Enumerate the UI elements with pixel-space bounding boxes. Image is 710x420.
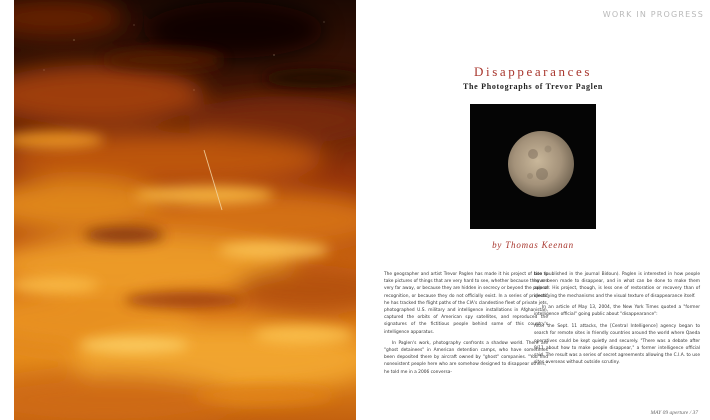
sky-photograph bbox=[14, 0, 356, 420]
article-title: Disappearances bbox=[474, 64, 592, 79]
block-quote: After the Sept. 11 attacks, the [Central Intelligence] agency began to search for remote sites in friendly countries around the world where Qaeda operatives could be kept quietly and securely. "There was a debate after 9/11 about how to make people disappear," a former intelligence official said. The result was a series of secret agreements allowing the C.I.A. to use sites overseas without outside scrutiny. bbox=[534, 324, 700, 366]
byline: by Thomas Keenan bbox=[492, 240, 574, 250]
body-column-left bbox=[384, 271, 548, 376]
paragraph: tion (published in the journal Bidoun). Paglen is interested in how people have been made to disappear, and in what can be done to make them appear. His project, though, is less one of restoration or recovery than of identifying the mechanisms and the visual texture of disappearance itself. bbox=[534, 272, 700, 299]
paragraph: In Paglen's work, photography confronts a shadow world. There are "ghost detainees" in American detention camps, who have sometimes been deposited there by aircraft owned by "ghost" companies. "You find nonexistent people here who are somehow designed to disappear others," he told me in a 2006 conversa- bbox=[384, 340, 548, 375]
moon-photograph bbox=[470, 104, 596, 229]
body-column-right bbox=[534, 271, 700, 366]
half-moon bbox=[508, 131, 574, 197]
paragraph: The geographer and artist Trevor Paglen has made it his project of late to take pictures of things that are very hard to see, whether because they are very far away, or because they are hidden in secrecy or beyond the pale of recognition, or because they do not officially exist. In a series of projects, he has tracked the flight paths of the CIA's clandestine fleet of private jets, photographed U.S. military and intelligence installations in Afghanistan, captured the orbits of American spy satellites, and reproduced the signatures of the fictitious people behind some of this country's intelligence apparatus. bbox=[384, 272, 548, 335]
moon-photograph-graphic bbox=[470, 104, 596, 229]
sky-photograph-graphic bbox=[14, 0, 356, 420]
article-subtitle: The Photographs of Trevor Paglen bbox=[462, 82, 604, 91]
paragraph: In an article of May 13, 2004, the New York Times quoted a "former intelligence official" going public about "disappearance": bbox=[534, 304, 700, 318]
page-folio: MAY 09 aperture / 37 bbox=[650, 410, 698, 416]
right-page bbox=[356, 0, 710, 420]
section-label: WORK IN PROGRESS bbox=[602, 10, 704, 19]
